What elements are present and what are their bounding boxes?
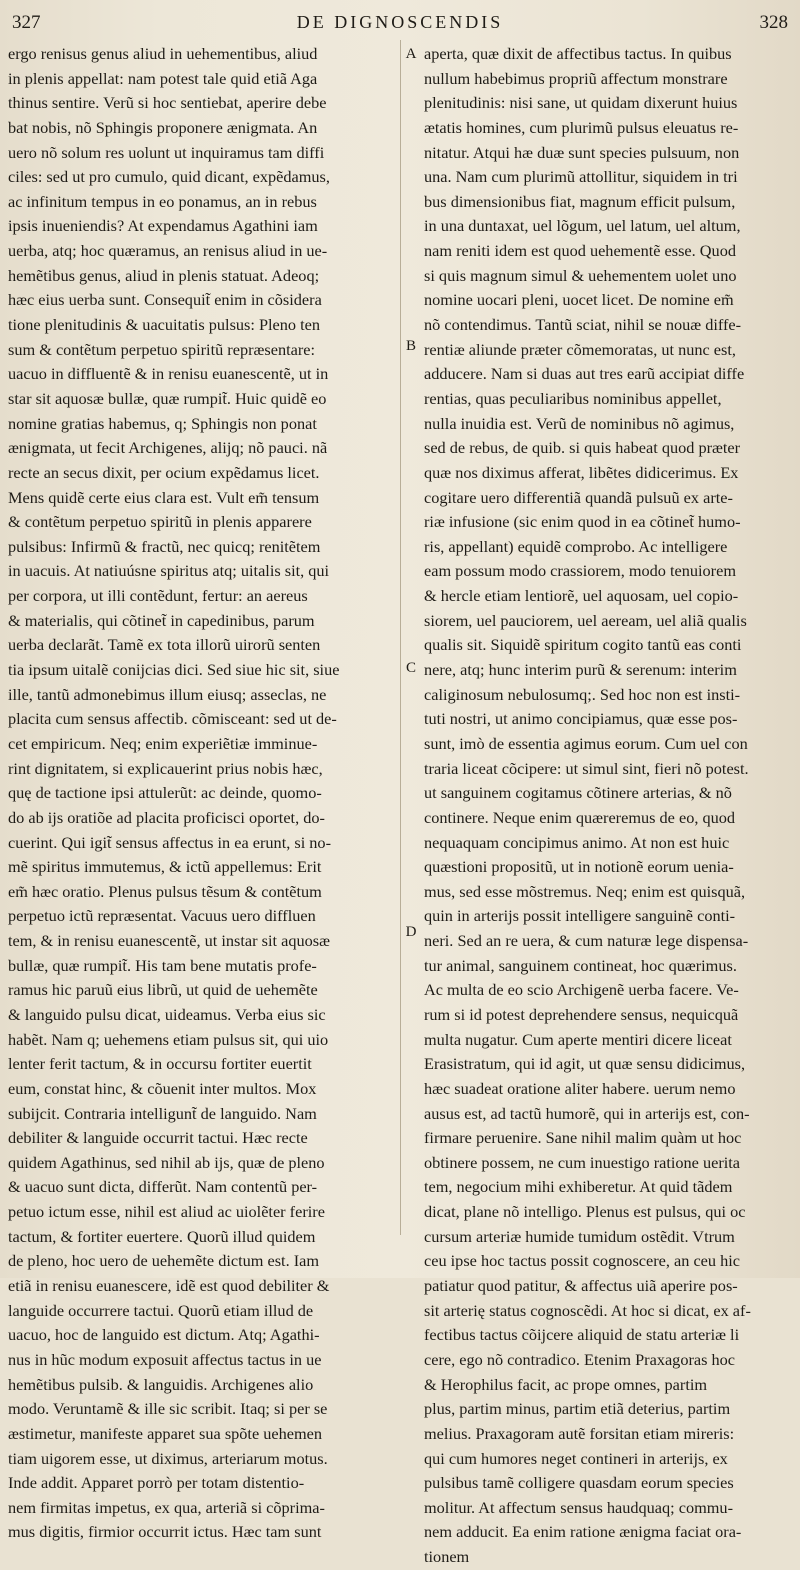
left-column-line: mẽ spiritus immutemus, & ictũ appellemus: Erit — [8, 857, 322, 877]
right-column-line: tur animal, sanguinem contineat, hoc quærimus. — [424, 955, 737, 975]
right-column-line: nomine uocari pleni, uocet licet. De nomine em̃ — [424, 290, 734, 310]
margin-marker-a: A — [405, 46, 417, 62]
left-column-line: thinus sentire. Verũ si hoc sentiebat, aperire debe — [8, 93, 327, 113]
left-column-line: uerba declarãt. Tamẽ ex tota illorũ uirorũ senten — [8, 635, 321, 655]
left-column-line: hemẽtibus genus, aliud in plenis statuat. Adeoq; — [8, 265, 320, 285]
right-column-line: rum si id potest deprehendere sensus, nequicquã — [424, 1004, 739, 1024]
left-column-line: in plenis appellat: nam potest tale quid etiã Aga — [8, 68, 318, 88]
left-column-line: bullæ, quæ rumpit̃. His tam bene mutatis profe- — [8, 955, 317, 975]
margin-marker-c: C — [405, 660, 416, 676]
left-column-line: quę de tactione ipsi attulerũt: ac deinde, quomo- — [8, 783, 322, 803]
right-column-line: riæ infusione (sic enim quod in ea cõtinet̃ humo- — [424, 512, 741, 532]
right-column-line: plus, partim minus, partim etiã deterius, partim — [424, 1399, 731, 1419]
left-column-line: & contẽtum perpetuo spiritũ in plenis apparere — [8, 512, 312, 532]
left-column-line: sum & contẽtum perpetuo spiritũ repræsentare: — [8, 339, 316, 359]
right-column-line: plenitudinis: nisi sane, ut quidam dixerunt huius — [424, 93, 738, 113]
right-column-line: in una duntaxat, uel lõgum, uel latum, uel altum, — [424, 216, 741, 236]
right-column-line: siorem, uel pauciorem, uel aeream, uel aliã qualis — [424, 610, 747, 630]
right-column-line: ut sanguinem cogitamus cõtinere arterias, & nõ — [424, 783, 732, 803]
left-column-line: Inde addit. Apparet porrò per totam distentio- — [8, 1473, 305, 1493]
left-column-line: languide occurrere tactui. Quorũ etiam illud de — [8, 1300, 314, 1320]
left-column-line: perpetuo ictũ repræsentat. Vacuus uero diffluen — [8, 906, 316, 926]
left-column-line: subijcit. Contraria intelligunt̃ de languido. Nam — [8, 1103, 317, 1123]
right-column-line: caliginosum nebulosumq;. Sed hoc non est insti- — [424, 684, 741, 704]
right-column-line: Ac multa de eo scio Archigenẽ uerba facere. Ve- — [424, 980, 739, 1000]
left-column-line: debiliter & languide occurrit tactui. Hæc recte — [8, 1128, 308, 1148]
left-column-line: ramus hic paruũ eius librũ, ut quid de uehemẽte — [8, 980, 318, 1000]
page-header — [0, 8, 800, 38]
right-column-line: dicat, plane nõ intelligo. Plenus est pulsus, qui oc — [424, 1202, 746, 1222]
right-column-line: cere, ego nõ contradico. Etenim Praxagoras hoc — [424, 1349, 736, 1369]
left-column-line: de pleno, hoc uero de uehemẽte dictum est. Iam — [8, 1251, 320, 1271]
left-column-line: etiã in renisu euanescere, idẽ est quod debiliter & — [8, 1276, 330, 1296]
right-column-line: nulla inuidia est. Verũ de nominibus nõ agimus, — [424, 413, 735, 433]
left-column-line: nus in hũc modum exposuit affectus tactus in ue — [8, 1349, 322, 1369]
margin-marker-d: D — [405, 924, 417, 940]
left-column-line: placita cum sensus affectib. cõmisceant: sed ut de- — [8, 709, 337, 729]
left-column-line: ænigmata, ut fecit Archigenes, alijq; nõ pauci. nã — [8, 438, 328, 458]
right-column-line: tionem — [424, 1547, 470, 1567]
left-column-line: em̃ hæc oratio. Plenus pulsus tẽsum & contẽtum — [8, 881, 322, 901]
left-column-line: rint dignitatem, si explicauerint prius nobis hæc, — [8, 758, 323, 778]
left-column-line: & materialis, qui cõtinet̃ in capedinibus, parum — [8, 610, 315, 630]
right-column-line: quæstioni propositũ, ut in notionẽ eorum uenia- — [424, 857, 734, 877]
left-column-line: hemẽtibus pulsib. & languidis. Archigenes alio — [8, 1374, 314, 1394]
right-column-line: sed de rebus, de quib. si quis habeat quod præter — [424, 438, 741, 458]
right-column-line: aperta, quæ dixit de affectibus tactus. In quibus — [424, 44, 732, 63]
left-column-line: do ab ijs oratiõe ad placita proficisci oportet, do- — [8, 807, 325, 827]
right-column-line: ausus est, ad tactũ humorẽ, qui in arterijs est, con- — [424, 1103, 750, 1123]
right-column-line: ceu ipse hoc tactus possit cognoscere, an ceu hic — [424, 1251, 741, 1271]
left-column-line: ille, tantũ admonebimus illum eiusq; asseclas, ne — [8, 684, 327, 704]
right-column-line: nullum habebimus propriũ affectum monstrare — [424, 68, 728, 88]
right-text-column — [424, 42, 800, 1570]
left-column-line: uacuo in diffluentẽ & in renisu euanescentẽ, ut in — [8, 364, 329, 384]
left-column-line: Mens quidẽ certe eius clara est. Vult em̃ tensum — [8, 487, 320, 507]
right-column-line: nam reniti idem est quod uehementẽ esse. Quod — [424, 241, 736, 261]
left-column-line: nem firmitas impetus, ex qua, arteriã si cõprima- — [8, 1497, 325, 1517]
right-column-line: bus dimensionibus fiat, magnum efficit pulsum, — [424, 191, 736, 211]
right-column-line: & hercle etiam lentiorẽ, uel aquosam, uel copio- — [424, 586, 739, 606]
left-column-line: in uacuis. At natiuúsne spiritus atq; uitalis sit, qui — [8, 561, 330, 581]
right-column-line: quin in arterijs possit intelligere sanguinẽ conti- — [424, 906, 736, 926]
right-column-line: qui cum humores neget contineri in arterijs, ex — [424, 1448, 728, 1468]
right-column-line: sunt, imò de essentia agimus eorum. Cum uel con — [424, 733, 748, 753]
right-column-line: mus, sed esse mõstremus. Neq; enim est quisquã, — [424, 881, 746, 901]
right-page-number: 328 — [759, 12, 788, 33]
right-column-line: neri. Sed an re uera, & cum naturæ lege dispensa- — [424, 931, 749, 951]
column-divider — [400, 40, 401, 1235]
right-column-line: pulsibus tamẽ colligere quasdam eorum species — [424, 1473, 734, 1493]
right-column-line: qualis sit. Siquidẽ spiritum cogito tantũ eas conti — [424, 635, 742, 655]
right-column-line: quæ nos diximus afferat, libẽtes didicerimus. Ex — [424, 462, 739, 482]
right-column-line: traria liceat cõcipere: ut simul sint, fieri nõ potest. — [424, 758, 749, 778]
margin-marker-b: B — [405, 338, 416, 354]
right-column-line: adducere. Nam si duas aut tres earũ accipiat diffe — [424, 364, 745, 384]
right-column-line: rentias, quas peculiaribus nominibus appellet, — [424, 388, 722, 408]
left-column-line: uero nõ solum res uolunt ut inquiramus tam diffi — [8, 142, 325, 162]
right-column-line: fectibus tactus cõijcere aliquid de statu arteriæ li — [424, 1325, 740, 1345]
left-column-line: recte an secus dixit, per ocium expẽdamus licet. — [8, 462, 320, 482]
right-column-line: patiatur quod patitur, & affectus uiã aperire pos- — [424, 1276, 738, 1296]
left-column-line: pulsibus: Infirmũ & fractũ, nec quicq; renitẽtem — [8, 536, 321, 556]
right-column-line: tuti nostri, ut animo concipiamus, quæ esse pos- — [424, 709, 738, 729]
left-column-line: & uacuo sunt dicta, differũt. Nam contentũ per- — [8, 1177, 318, 1197]
left-column-line: petuo ictum esse, nihil est aliud ac uiolẽter ferire — [8, 1202, 325, 1222]
right-column-line: una. Nam cum plurimũ attollitur, siquidem in tri — [424, 167, 738, 187]
right-column-line: Erasistratum, qui id agit, ut quæ sensu didicimus, — [424, 1054, 746, 1074]
left-column-line: ipsis inueniendis? At expendamus Agathini iam — [8, 216, 318, 236]
right-column-line: melius. Praxagoram autẽ forsitan etiam mireris: — [424, 1423, 735, 1443]
left-column-line: nomine gratias habemus, q; Sphingis non ponat — [8, 413, 317, 433]
left-column-line: cet empiricum. Neq; enim experiẽtiæ imminue- — [8, 733, 318, 753]
left-text-column — [8, 42, 384, 1545]
right-column-line: obtinere possem, ne cum inuestigo ratione uerita — [424, 1152, 741, 1172]
left-column-line: ciles: sed ut pro cumulo, quid dicant, expẽdamus, — [8, 167, 330, 187]
right-column-line: cogitare uero differentiã quandã pulsuũ ex arte- — [424, 487, 733, 507]
left-column-line: tem, & in renisu euanescentẽ, ut instar sit aquosæ — [8, 931, 330, 951]
right-column-line: nitatur. Atqui hæ duæ sunt species pulsuum, non — [424, 142, 740, 162]
running-title: DE DIGNOSCENDIS — [296, 12, 504, 32]
left-column-line: lenter ferit tactum, & in occursu fortiter euertit — [8, 1054, 312, 1074]
right-column-line: eam possum modo crassiorem, modo tenuiorem — [424, 561, 736, 581]
right-column-line: nõ contendimus. Tantũ sciat, nihil se nouæ diffe- — [424, 315, 742, 335]
right-column-line: firmare peruenire. Sane nihil malim quàm ut hoc — [424, 1128, 742, 1148]
right-column-line: rentiæ aliunde præter cõmemoratas, ut nunc est, — [424, 339, 736, 359]
right-column-line: ætatis homines, cum plurimũ pulsus eleuatus re- — [424, 117, 739, 137]
right-column-line: sit arterię status cognoscẽdi. At hoc si dicat, ex af- — [424, 1300, 751, 1320]
left-column-line: uerba, atq; hoc quæramus, an renisus aliud in ue- — [8, 241, 328, 261]
left-column-line: modo. Veruntamẽ & ille sic scribit. Itaq; si per se — [8, 1399, 328, 1419]
left-column-line: ergo renisus genus aliud in uehementibus, aliud — [8, 44, 318, 63]
right-column-line: & Herophilus facit, ac prope omnes, partim — [424, 1374, 708, 1394]
left-column-line: quidem Agathinus, sed nihil ab ijs, quæ de pleno — [8, 1152, 325, 1172]
left-column-line: & languido pulsu dicat, uideamus. Verba eius sic — [8, 1004, 326, 1024]
right-column-line: molitur. At affectum sensus haudquaq; commu- — [424, 1497, 733, 1517]
left-column-line: tiam uigorem esse, ut diximus, arteriarum motus. — [8, 1448, 328, 1468]
right-column-line: hæc suadeat oratione aliter habere. uerum nemo — [424, 1078, 736, 1098]
left-column-line: tia ipsum uitalẽ conijcias dici. Sed siue hic sit, siue — [8, 660, 340, 680]
right-column-line: multa nugatur. Cum aperte mentiri dicere liceat — [424, 1029, 732, 1049]
left-column-line: eum, constat hinc, & cõuenit inter multos. Mox — [8, 1078, 317, 1098]
left-column-line: uacuo, hoc de languido est dictum. Atq; Agathi- — [8, 1325, 320, 1345]
left-column-line: mus digitis, firmior occurrit ictus. Hæc tam sunt — [8, 1522, 322, 1542]
left-column-line: bat nobis, nõ Sphingis proponere ænigmata. An — [8, 117, 318, 137]
left-column-line: per corpora, ut illi contẽdunt, fertur: an aereus — [8, 586, 308, 606]
left-column-line: æstimetur, manifeste apparet sua spõte uehemen — [8, 1423, 323, 1443]
left-column-line: hæc eius uerba sunt. Consequit̃ enim in cõsidera — [8, 290, 322, 310]
right-column-line: cursum arteriæ humide tumidum ostẽdit. Vtrum — [424, 1226, 735, 1246]
right-column-line: nere, atq; hunc interim purũ & serenum: interim — [424, 660, 737, 680]
left-column-line: ac infinitum tempus in eo ponamus, an in rebus — [8, 191, 317, 211]
left-column-line: habẽt. Nam q; uehemens etiam pulsus sit, qui uio — [8, 1029, 329, 1049]
right-column-line: tem, negocium mihi exhiberetur. At quid tãdem — [424, 1177, 733, 1197]
right-column-line: nem adducit. Ea enim ratione ænigma faciat ora- — [424, 1522, 742, 1542]
right-column-line: continere. Neque enim quæreremus de eo, quod — [424, 807, 736, 827]
right-column-line: ris, appellant) equidẽ comprobo. Ac intelligere — [424, 536, 728, 556]
left-column-line: cuerint. Qui igit̃ sensus affectus in ea erunt, si no- — [8, 832, 331, 852]
left-column-line: tione plenitudinis & uacuitatis pulsus: Pleno ten — [8, 315, 321, 335]
right-column-line: si quis magnum simul & uehementem uolet uno — [424, 265, 737, 285]
left-page-number: 327 — [12, 12, 41, 33]
right-column-line: nequaquam concipimus animo. At non est huic — [424, 832, 730, 852]
left-column-line: star sit aquosæ bullæ, quæ rumpit̃. Huic quidẽ eo — [8, 388, 327, 408]
left-column-line: tactum, & fortiter euertere. Quorũ illud quidem — [8, 1226, 316, 1246]
